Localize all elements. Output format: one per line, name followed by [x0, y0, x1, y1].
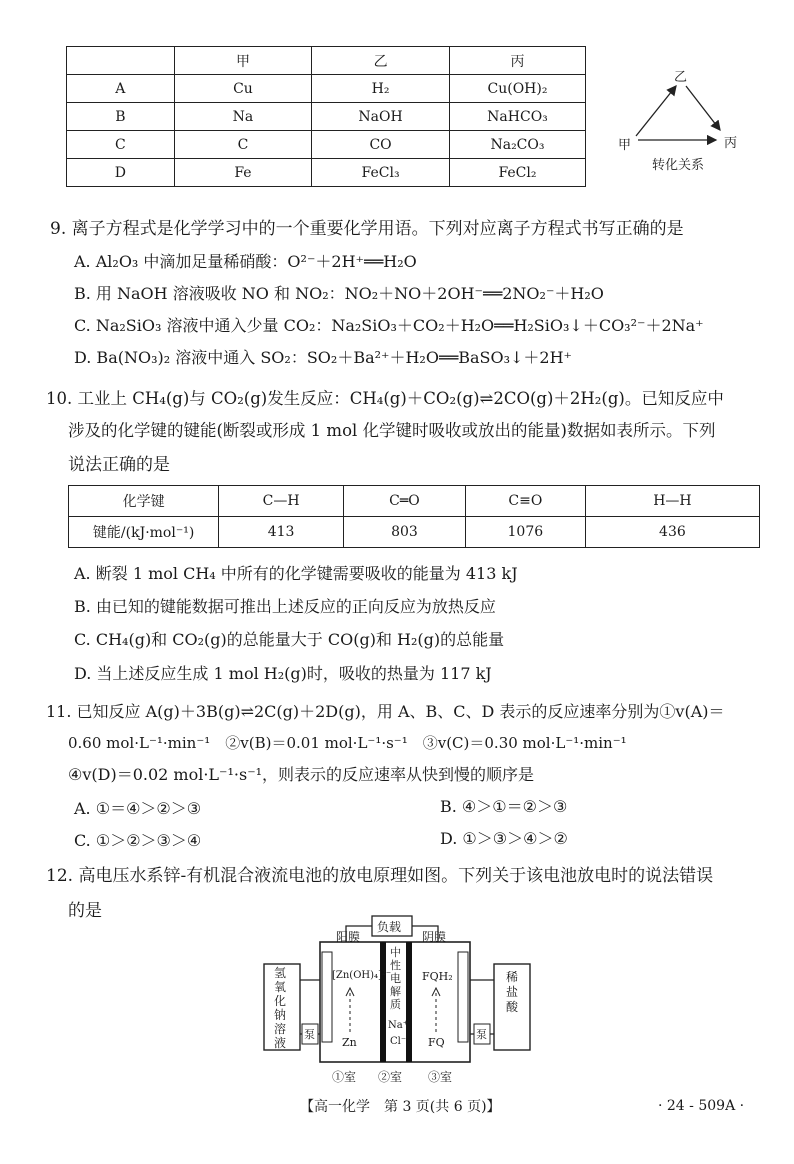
q12-stem-line1: 12. 高电压水系锌-有机混合液流电池的放电原理如图。下列关于该电池放电时的说法错误: [46, 866, 714, 886]
q10-stem-line1: 10. 工业上 CH₄(g)与 CO₂(g)发生反应：CH₄(g)＋CO₂(g)⇌2CO(g)＋2H₂(g)。已知反应中: [46, 389, 724, 408]
q11-option-c: C. ①＞②＞③＞④: [74, 831, 202, 850]
zn-label: Zn: [342, 1036, 357, 1049]
cl-ion-label: Cl⁻: [390, 1036, 407, 1047]
table-cell: CO: [312, 131, 450, 159]
table-cell: Na: [174, 103, 311, 131]
table-cell: A: [67, 75, 175, 103]
q11-stem-line2: 0.60 mol·L⁻¹·min⁻¹ ②v(B)＝0.01 mol·L⁻¹·s⁻¹ ③v(C)＝0.30 mol·L⁻¹·min⁻¹: [68, 734, 627, 752]
fq-label: FQ: [428, 1036, 445, 1049]
q9-option-d: D. Ba(NO₃)₂ 溶液中通入 SO₂：SO₂＋Ba²⁺＋H₂O══BaSO₃↓＋2H⁺: [74, 348, 572, 367]
table-cell: H—H: [585, 486, 759, 517]
room-1-label: ①室: [332, 1070, 357, 1084]
q9-stem: 9. 离子方程式是化学学习中的一个重要化学用语。下列对应离子方程式书写正确的是: [50, 219, 684, 239]
node-yi: 乙: [674, 70, 688, 85]
node-bing: 丙: [724, 136, 738, 151]
bond-energy-table: [68, 485, 760, 548]
q11-stem-line3: ④v(D)＝0.02 mol·L⁻¹·s⁻¹，则表示的反应速率从快到慢的顺序是: [68, 765, 535, 784]
table-row: [67, 131, 586, 159]
q12-stem-line2: 的是: [68, 901, 102, 921]
table-cell: D: [67, 159, 175, 187]
exam-code: · 24 - 509A ·: [658, 1098, 745, 1114]
table-row: [69, 517, 760, 548]
table-cell: 803: [344, 517, 466, 548]
table-cell: 1076: [465, 517, 585, 548]
fqh2-label: FQH₂: [422, 970, 453, 983]
table-cell: B: [67, 103, 175, 131]
q8-table: [66, 46, 586, 187]
table-cell: FeCl₃: [312, 159, 450, 187]
q10-stem-line3: 说法正确的是: [68, 455, 170, 475]
q11-option-b: B. ④＞①＝②＞③: [440, 797, 568, 816]
q10-stem-line2: 涉及的化学键的键能(断裂或形成 1 mol 化学键时吸收或放出的能量)数据如表所示。下列: [68, 421, 716, 440]
q11-option-a: A. ①＝④＞②＞③: [74, 799, 202, 818]
table-row: [67, 75, 586, 103]
naoh-tank-label: 氢氧化钠溶液: [274, 966, 287, 1050]
table-cell: FeCl₂: [449, 159, 585, 187]
table-cell: 丙: [449, 47, 585, 75]
table-cell: C—H: [219, 486, 344, 517]
table-cell: Cu(OH)₂: [449, 75, 585, 103]
table-cell: C: [67, 131, 175, 159]
table-row: [69, 486, 760, 517]
load-label: 负载: [377, 920, 402, 934]
table-row: [67, 159, 586, 187]
table-row: [67, 103, 586, 131]
table-cell: NaHCO₃: [449, 103, 585, 131]
table-cell: C≡O: [465, 486, 585, 517]
q10-option-a: A. 断裂 1 mol CH₄ 中所有的化学键需要吸收的能量为 413 kJ: [74, 564, 518, 583]
right-pump-label: 泵: [476, 1028, 487, 1041]
table-cell: 键能/(kJ·mol⁻¹): [69, 517, 219, 548]
q9-option-c: C. Na₂SiO₃ 溶液中通入少量 CO₂：Na₂SiO₃＋CO₂＋H₂O══H₂SiO₃↓＋CO₃²⁻＋2Na⁺: [74, 316, 704, 335]
hcl-tank-label: 稀盐酸: [506, 970, 519, 1014]
q10-option-b: B. 由已知的键能数据可推出上述反应的正向反应为放热反应: [74, 597, 496, 616]
anion-membrane-label: 阴膜: [422, 930, 447, 944]
na-ion-label: Na⁺: [388, 1020, 408, 1031]
q10-option-d: D. 当上述反应生成 1 mol H₂(g)时，吸收的热量为 117 kJ: [74, 664, 492, 683]
table-cell: 甲: [174, 47, 311, 75]
table-cell: [67, 47, 175, 75]
room-3-label: ③室: [428, 1070, 453, 1084]
cation-membrane-label: 阳膜: [336, 930, 361, 944]
table-cell: C: [174, 131, 311, 159]
table-header-row: [67, 47, 586, 75]
node-jia: 甲: [618, 138, 632, 153]
room-2-label: ②室: [378, 1070, 403, 1084]
diagram-caption: 转化关系: [652, 158, 705, 173]
q9-option-a: A. Al₂O₃ 中滴加足量稀硝酸：O²⁻＋2H⁺══H₂O: [74, 252, 417, 271]
q11-stem-line1: 11. 已知反应 A(g)＋3B(g)⇌2C(g)＋2D(g)，用 A、B、C、D 表示的反应速率分别为①v(A)＝: [46, 702, 725, 721]
left-pump-label: 泵: [304, 1028, 315, 1041]
conversion-diagram: [612, 66, 752, 176]
table-cell: C═O: [344, 486, 466, 517]
table-cell: Fe: [174, 159, 311, 187]
neutral-electrolyte-label: 中性电解质: [390, 946, 401, 1011]
table-cell: 413: [219, 517, 344, 548]
table-cell: Na₂CO₃: [449, 131, 585, 159]
zincate-label: [Zn(OH)₄]²⁻: [332, 970, 392, 981]
table-cell: Cu: [174, 75, 311, 103]
table-cell: 436: [585, 517, 759, 548]
table-cell: NaOH: [312, 103, 450, 131]
q10-option-c: C. CH₄(g)和 CO₂(g)的总能量大于 CO(g)和 H₂(g)的总能量: [74, 630, 505, 649]
table-cell: 乙: [312, 47, 450, 75]
table-cell: H₂: [312, 75, 450, 103]
page-footer: 【高一化学 第 3 页(共 6 页)】: [300, 1099, 501, 1115]
table-cell: 化学键: [69, 486, 219, 517]
q9-option-b: B. 用 NaOH 溶液吸收 NO 和 NO₂：NO₂＋NO＋2OH⁻══2NO₂⁻＋H₂O: [74, 284, 604, 303]
q11-option-d: D. ①＞③＞④＞②: [440, 829, 568, 848]
battery-diagram: [262, 908, 534, 1088]
